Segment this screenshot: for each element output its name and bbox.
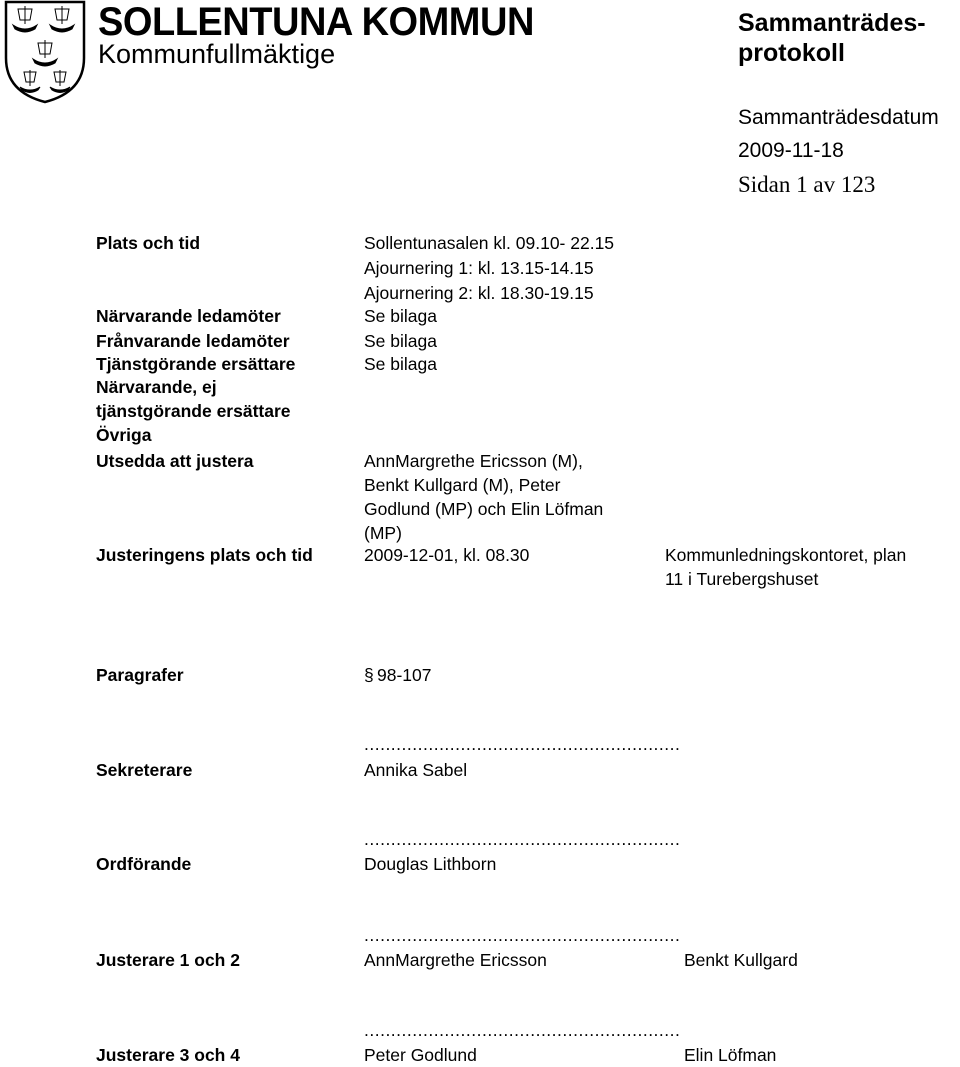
adjuster-4-name: Elin Löfman [684,1045,777,1065]
absent-members-label: Frånvarande ledamöter [96,331,290,351]
secretary-label: Sekreterare [96,760,193,780]
nonserving-deputies-label-line-2: tjänstgörande ersättare [96,401,291,421]
adjusters-line-3: Godlund (MP) och Elin Löfman [364,499,604,519]
absent-members-value: Se bilaga [364,331,437,351]
adjusters-label: Utsedda att justera [96,451,254,471]
document-type: Sammanträdes-protokoll [738,9,926,67]
paragraphs-section-icon: § [364,665,374,685]
adjournment-2: Ajournering 2: kl. 18.30-19.15 [364,283,594,303]
adjusters-line-2: Benkt Kullgard (M), Peter [364,475,561,495]
paragraphs-label: Paragrafer [96,665,184,685]
page-indicator: Sidan 1 av 123 [738,172,876,197]
present-members-label: Närvarande ledamöter [96,306,281,326]
verification-time: 2009-12-01, kl. 08.30 [364,545,530,565]
place-value: Sollentunasalen kl. 09.10- 22.15 [364,233,615,253]
verification-place-line-1: Kommunledningskontoret, plan [665,545,907,565]
present-members-value: Se bilaga [364,306,437,326]
chair-label: Ordförande [96,854,192,874]
serving-deputies-value: Se bilaga [364,354,437,374]
secretary-name: Annika Sabel [364,760,468,780]
chair-name: Douglas Lithborn [364,854,497,874]
adjuster-3-name: Peter Godlund [364,1045,477,1065]
verification-place-line-2: 11 i Turebergshuset [665,569,819,589]
secretary-signature-line: ........................................................... [364,734,681,754]
nonserving-deputies-label-line-1: Närvarande, ej [96,377,217,397]
meeting-date: 2009-11-18 [738,139,844,162]
adjusters-3-4-signature-line: ........................................................... [364,1020,681,1040]
paragraphs-value: 98-107 [377,665,432,685]
place-label: Plats och tid [96,233,201,253]
meeting-date-label: Sammanträdesdatum [738,106,939,129]
adjusters-1-2-label: Justerare 1 och 2 [96,950,240,970]
adjusters-line-1: AnnMargrethe Ericsson (M), [364,451,583,471]
adjuster-2-name: Benkt Kullgard [684,950,798,970]
adjuster-1-name: AnnMargrethe Ericsson [364,950,547,970]
adjusters-1-2-signature-line: ........................................................... [364,925,681,945]
verification-label: Justeringens plats och tid [96,545,313,565]
others-label: Övriga [96,425,152,445]
ships-coat-of-arms-icon [2,0,88,104]
adjournment-1: Ajournering 1: kl. 13.15-14.15 [364,258,594,278]
chair-signature-line: ........................................................... [364,829,681,849]
serving-deputies-label: Tjänstgörande ersättare [96,354,296,374]
organization-name: SOLLENTUNA KOMMUN [98,0,534,44]
body-name: Kommunfullmäktige [98,39,336,69]
adjusters-line-4: (MP) [364,523,402,543]
adjusters-3-4-label: Justerare 3 och 4 [96,1045,240,1065]
